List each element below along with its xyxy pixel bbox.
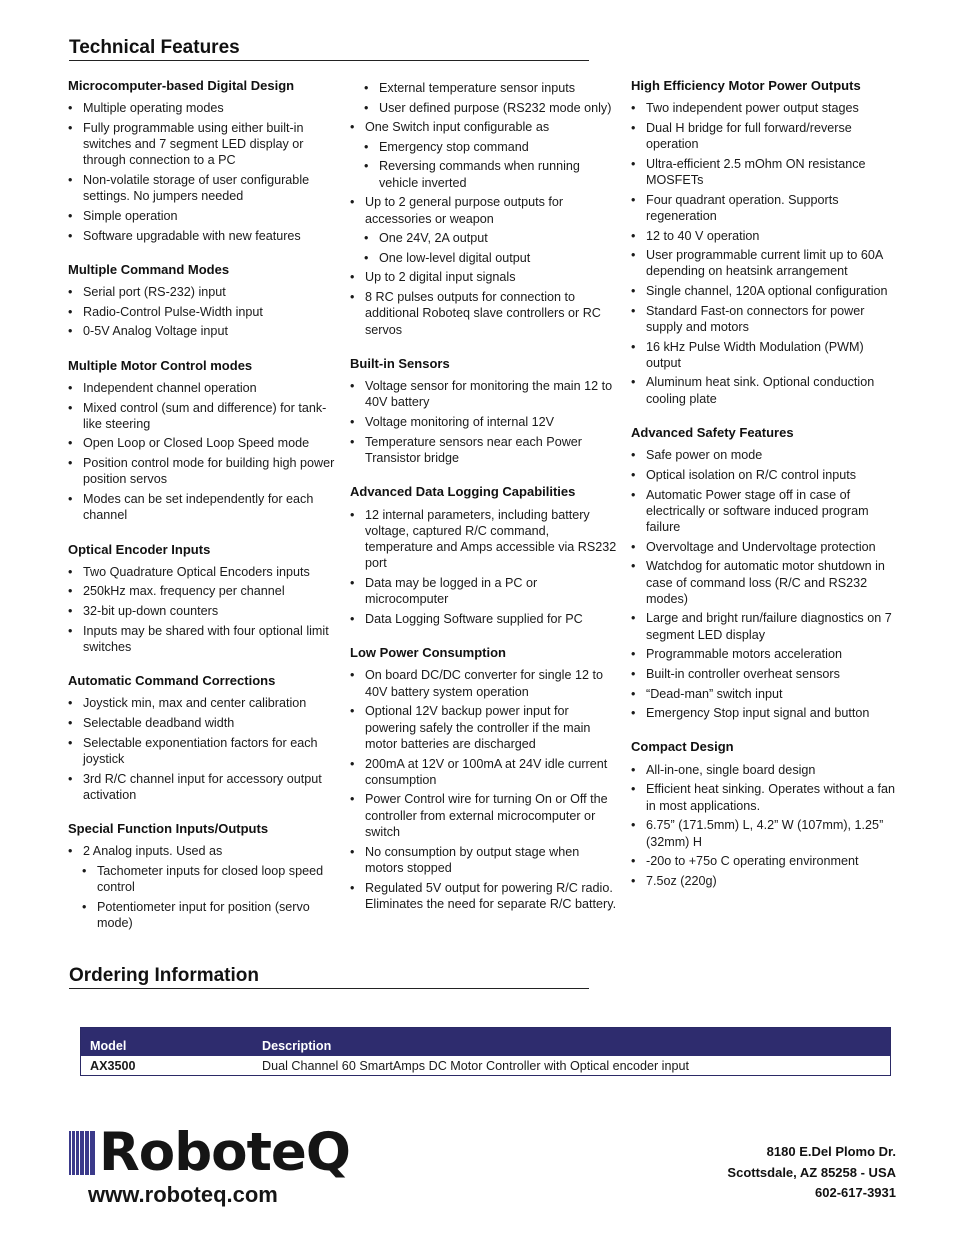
list-item: • Selectable exponentiation factors for each joystick [68, 735, 336, 768]
address-phone: 602-617-3931 [815, 1185, 896, 1200]
list-item: • Voltage monitoring of internal 12V [350, 414, 618, 430]
list-item: • 16 kHz Pulse Width Modulation (PWM) output [631, 339, 901, 372]
feature-group-heading: High Efficiency Motor Power Outputs [631, 78, 861, 93]
list-item: • Optional 12V backup power input for powering safely the controller if the main motor batteries are discharged [350, 703, 618, 752]
feature-list [68, 100, 336, 244]
list-item: • Dual H bridge for full forward/reverse operation [631, 120, 901, 153]
feature-group-heading: Advanced Data Logging Capabilities [350, 484, 576, 500]
list-item: • Data may be logged in a PC or microcomputer [350, 575, 618, 608]
feature-list [350, 80, 618, 338]
list-item: • Aluminum heat sink. Optional conduction cooling plate [631, 374, 901, 407]
feature-group [631, 78, 901, 407]
list-item: • One Switch input configurable as [350, 119, 618, 135]
feature-group [68, 78, 336, 244]
list-item: • Radio-Control Pulse-Width input [68, 304, 336, 320]
feature-list [350, 378, 618, 466]
feature-group [631, 425, 901, 721]
feature-group-heading: Microcomputer-based Digital Design [68, 78, 295, 93]
list-item: • Standard Fast-on connectors for power supply and motors [631, 303, 901, 336]
feature-group-heading: Special Function Inputs/Outputs [68, 821, 269, 837]
technical-features-title: Technical Features [69, 37, 589, 61]
list-item: • 250kHz max. frequency per channel [68, 583, 336, 599]
list-item: • Non-volatile storage of user configurable settings. No jumpers needed [68, 172, 336, 205]
column-header-description: Description [262, 1039, 332, 1053]
list-item: • Independent channel operation [68, 380, 336, 396]
list-item: • No consumption by output stage when motors stopped [350, 844, 618, 877]
feature-list [68, 564, 336, 655]
feature-group [68, 542, 336, 656]
features-column-3 [631, 78, 901, 907]
list-item: • Position control mode for building high power position servos [68, 455, 336, 488]
list-item: • Temperature sensors near each Power Transistor bridge [350, 434, 618, 467]
roboteq-logo-icon [69, 1131, 95, 1175]
list-item: • Programmable motors acceleration [631, 646, 901, 662]
list-item: • Software upgradable with new features [68, 228, 336, 244]
list-item: • 7.5oz (220g) [631, 873, 901, 889]
list-item: • Ultra-efficient 2.5 mOhm ON resistance MOSFETs [631, 156, 901, 189]
address-street: 8180 E.Del Plomo Dr. [766, 1144, 896, 1159]
feature-group-heading: Compact Design [631, 739, 734, 755]
feature-list [631, 447, 901, 721]
list-item: • Up to 2 digital input signals [350, 269, 618, 285]
feature-list [631, 762, 901, 889]
list-item: • 0-5V Analog Voltage input [68, 323, 336, 339]
list-item: • Fully programmable using either built-in switches and 7 segment LED display or through connection to a PC [68, 120, 336, 169]
list-item: • Watchdog for automatic motor shutdown in case of command loss (R/C and RS232 modes) [631, 558, 901, 607]
list-item: • -20o to +75o C operating environment [631, 853, 901, 869]
feature-group [350, 645, 618, 912]
website-link[interactable]: www.roboteq.com [88, 1182, 278, 1207]
table-row [81, 1056, 890, 1075]
list-item: • External temperature sensor inputs [350, 80, 618, 96]
feature-list [350, 667, 618, 912]
list-item: • Serial port (RS-232) input [68, 284, 336, 300]
list-item: • Emergency Stop input signal and button [631, 705, 901, 721]
list-item: • Reversing commands when running vehicle inverted [350, 158, 618, 191]
list-item: • 6.75” (171.5mm) L, 4.2” W (107mm), 1.25” (32mm) H [631, 817, 901, 850]
feature-list [68, 843, 336, 931]
ordering-table-header [81, 1028, 890, 1056]
feature-group [350, 80, 618, 338]
list-item: • Single channel, 120A optional configuration [631, 283, 901, 299]
list-item: • 3rd R/C channel input for accessory output activation [68, 771, 336, 804]
feature-group-heading: Built-in Sensors [350, 355, 450, 371]
list-item: • One low-level digital output [350, 250, 618, 266]
list-item: • Optical isolation on R/C control inputs [631, 467, 901, 483]
list-item: • Selectable deadband width [68, 715, 336, 731]
list-item: • Mixed control (sum and difference) for tank-like steering [68, 400, 336, 433]
list-item: • Up to 2 general purpose outputs for accessories or weapon [350, 194, 618, 227]
feature-group-heading: Multiple Command Modes [68, 261, 230, 277]
list-item: • 12 internal parameters, including battery voltage, captured R/C command, temperature and Amps accessible via RS232 port [350, 507, 618, 572]
list-item: • Overvoltage and Undervoltage protection [631, 539, 901, 555]
list-item: • Inputs may be shared with four optional limit switches [68, 623, 336, 656]
list-item: • Regulated 5V output for powering R/C radio. Eliminates the need for separate R/C battery. [350, 880, 618, 913]
list-item: • “Dead-man” switch input [631, 686, 901, 702]
list-item: • Multiple operating modes [68, 100, 336, 116]
feature-list [350, 507, 618, 628]
list-item: • User programmable current limit up to 60A depending on heatsink arrangement [631, 247, 901, 280]
list-item: • 32-bit up-down counters [68, 603, 336, 619]
list-item: • Built-in controller overheat sensors [631, 666, 901, 682]
column-header-model: Model [90, 1039, 127, 1053]
list-item: • Large and bright run/failure diagnostics on 7 segment LED display [631, 610, 901, 643]
feature-list [68, 380, 336, 524]
list-item: • User defined purpose (RS232 mode only) [350, 100, 618, 116]
feature-group [350, 356, 618, 466]
feature-group [68, 358, 336, 524]
description-cell: Dual Channel 60 SmartAmps DC Motor Controller with Optical encoder input [262, 1058, 689, 1073]
feature-list [631, 100, 901, 407]
feature-list [68, 695, 336, 803]
list-item: • 12 to 40 V operation [631, 228, 901, 244]
ordering-table [80, 1027, 891, 1076]
model-cell: AX3500 [90, 1058, 136, 1073]
feature-group-heading: Advanced Safety Features [631, 425, 794, 441]
list-item: • 2 Analog inputs. Used as [68, 843, 336, 859]
feature-group-heading: Automatic Command Corrections [68, 673, 276, 689]
list-item: • Joystick min, max and center calibration [68, 695, 336, 711]
list-item: • Data Logging Software supplied for PC [350, 611, 618, 627]
list-item: • 8 RC pulses outputs for connection to additional Roboteq slave controllers or RC servos [350, 289, 618, 338]
company-address [727, 1142, 896, 1204]
feature-group-heading: Multiple Motor Control modes [68, 357, 253, 373]
feature-group [68, 673, 336, 803]
features-column-1 [68, 78, 336, 950]
feature-group-heading: Low Power Consumption [350, 645, 506, 661]
feature-group-heading: Optical Encoder Inputs [68, 541, 211, 557]
ordering-information-title: Ordering Information [69, 965, 589, 989]
feature-group [631, 739, 901, 889]
list-item: • Four quadrant operation. Supports regeneration [631, 192, 901, 225]
list-item: • Power Control wire for turning On or Off the controller from external microcomputer or switch [350, 791, 618, 840]
address-city: Scottsdale, AZ 85258 - USA [727, 1164, 896, 1180]
list-item: • Two Quadrature Optical Encoders inputs [68, 564, 336, 580]
feature-group [68, 262, 336, 340]
features-column-2 [350, 80, 618, 930]
list-item: • Voltage sensor for monitoring the main 12 to 40V battery [350, 378, 618, 411]
list-item: • One 24V, 2A output [350, 230, 618, 246]
list-item: • 200mA at 12V or 100mA at 24V idle current consumption [350, 756, 618, 789]
list-item: • Safe power on mode [631, 447, 901, 463]
list-item: • Automatic Power stage off in case of electrically or software induced program failure [631, 487, 901, 536]
list-item: • Simple operation [68, 208, 336, 224]
list-item: • Efficient heat sinking. Operates without a fan in most applications. [631, 781, 901, 814]
feature-list [68, 284, 336, 339]
feature-group [350, 484, 618, 627]
list-item: • Potentiometer input for position (servo mode) [68, 899, 336, 932]
list-item: • Emergency stop command [350, 139, 618, 155]
list-item: • Open Loop or Closed Loop Speed mode [68, 435, 336, 451]
list-item: • All-in-one, single board design [631, 762, 901, 778]
brand-logo-text: RoboteQ [99, 1122, 350, 1183]
feature-group [68, 821, 336, 931]
list-item: • Two independent power output stages [631, 100, 901, 116]
list-item: • Modes can be set independently for each channel [68, 491, 336, 524]
list-item: • Tachometer inputs for closed loop speed control [68, 863, 336, 896]
list-item: • On board DC/DC converter for single 12 to 40V battery system operation [350, 667, 618, 700]
